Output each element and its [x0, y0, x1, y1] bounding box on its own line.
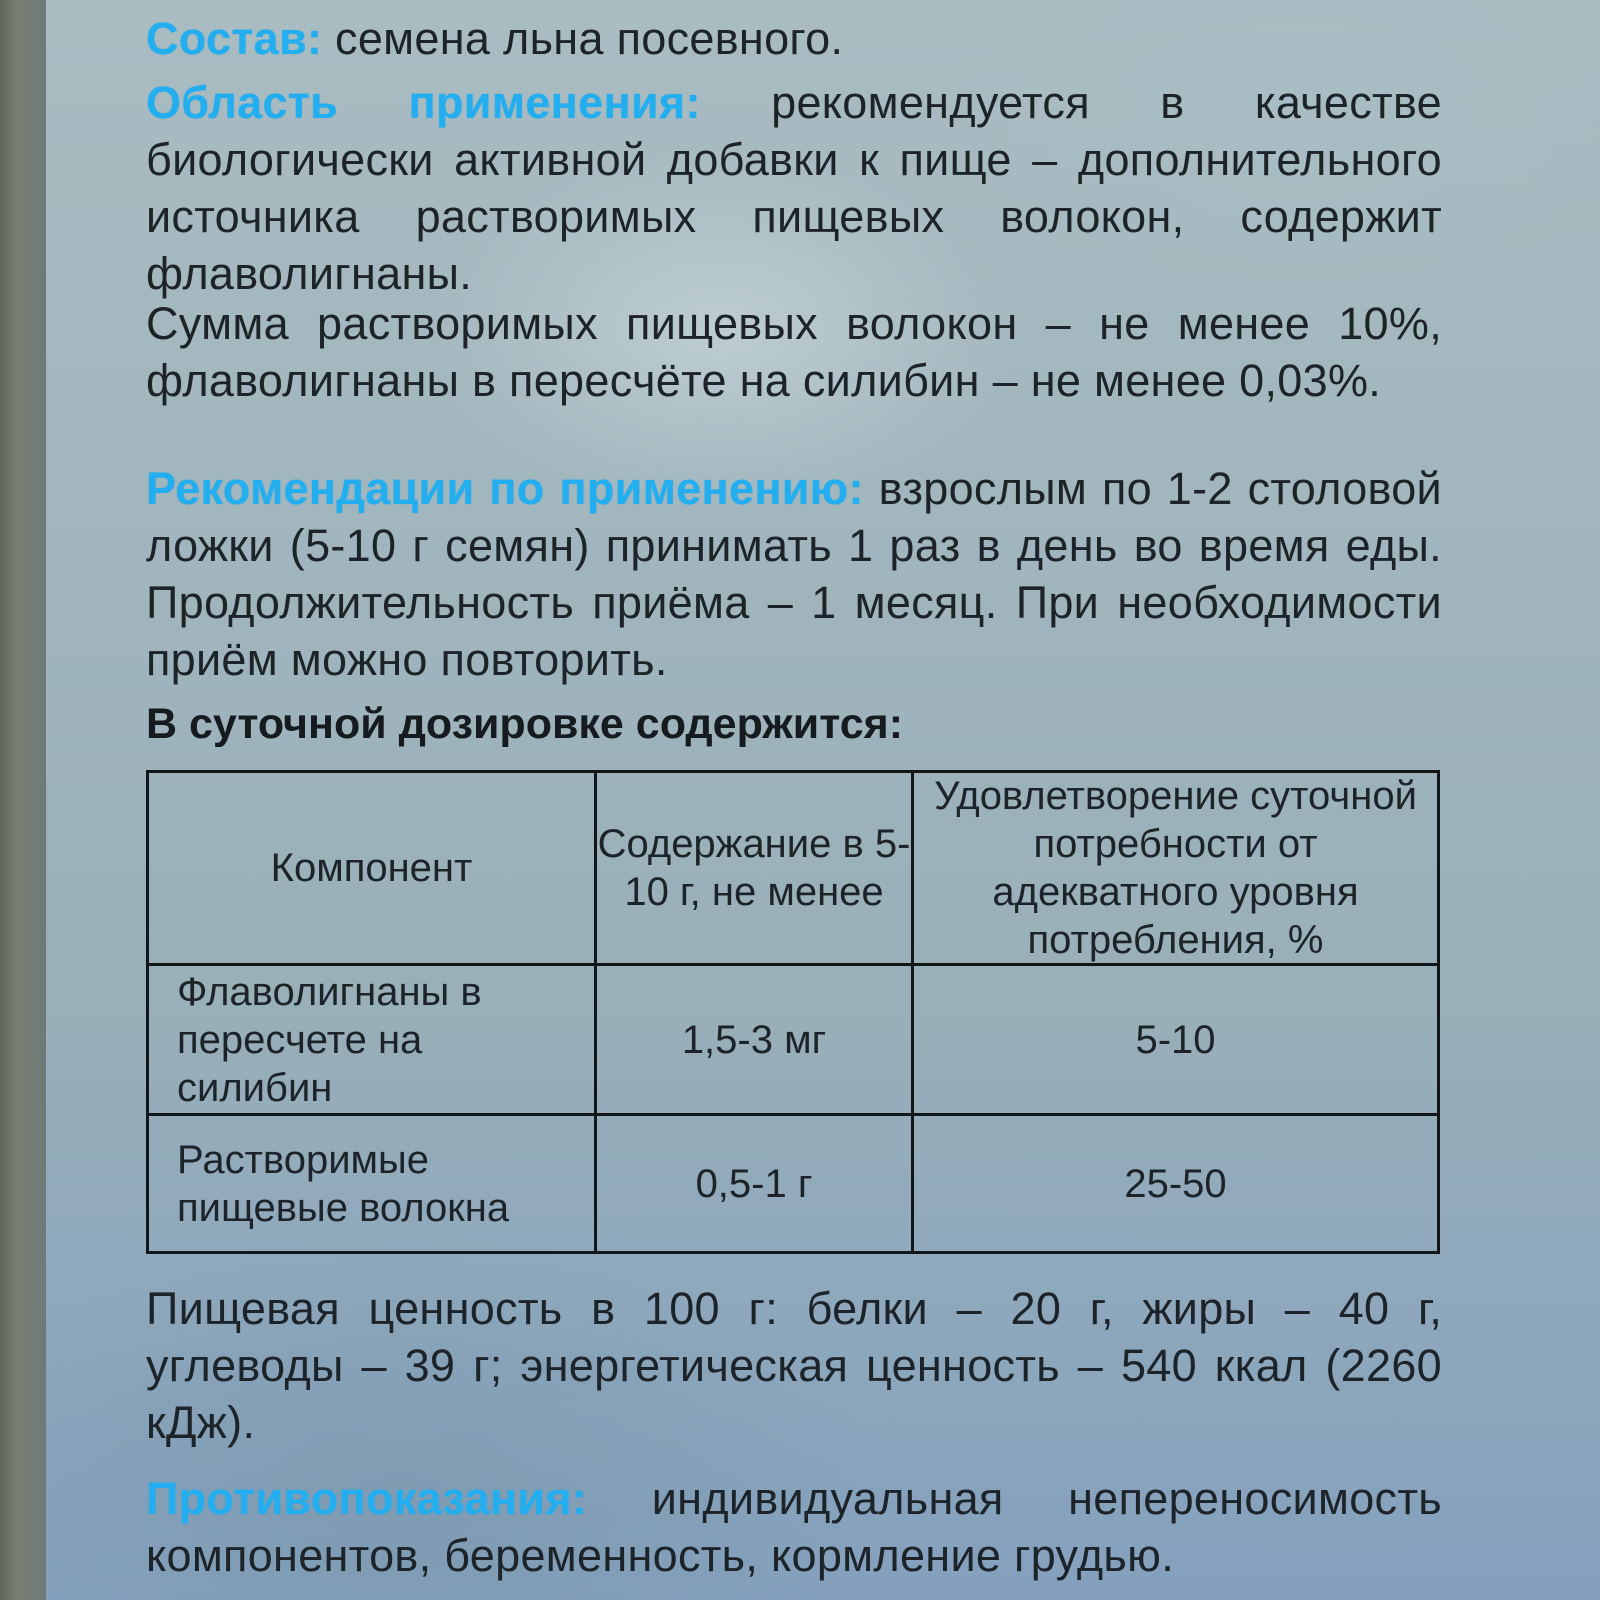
usage-area-paragraph: [146, 74, 1442, 302]
composition-label: Состав:: [146, 13, 323, 64]
table-cell-component: Флаволигнаны в пересчете на силибин: [177, 969, 482, 1110]
dose-table: [146, 770, 1440, 1254]
composition-paragraph: [146, 10, 1442, 67]
nutrition-paragraph: Пищевая ценность в 100 г: белки – 20 г, жиры – 40 г, углеводы – 39 г; энергетическая ценность – 540 ккал (2260 кДж).: [146, 1283, 1442, 1448]
contraindications-text: индивидуальная непереносимость компонентов, беременность, кормление грудью.: [146, 1473, 1442, 1581]
usage-area-text: рекомендуется в качестве биологически активной добавки к пище – дополнительного источника растворимых пищевых волокон, содержит флаволигнаны.: [146, 77, 1442, 299]
table-cell-content: 0,5-1 г: [695, 1161, 813, 1206]
recommendations-label: Рекомендации по применению:: [146, 463, 864, 514]
contraindications-label: Противопоказания:: [146, 1473, 588, 1524]
recommendations-text: взрослым по 1-2 столовой ложки (5-10 г семян) принимать 1 раз в день во время еды. Продолжительность приёма – 1 месяц. При необходимости приём можно повторить.: [146, 463, 1442, 685]
table-header-component: Компонент: [270, 846, 473, 890]
composition-text: семена льна посевного.: [322, 13, 844, 64]
table-cell-requirement: 25-50: [1124, 1161, 1227, 1206]
table-header-requirement: Удовлетворение суточной потребности от адекватного уровня потребления, %: [934, 774, 1417, 962]
usage-area-label: Область применения:: [146, 77, 701, 128]
recommendations-paragraph: [146, 460, 1442, 688]
table-cell-component: Растворимые пищевые волокна: [177, 1137, 510, 1230]
box-edge: [0, 0, 46, 1600]
table-cell-requirement: 5-10: [1135, 1017, 1216, 1062]
dose-heading: В суточной дозировке содержится:: [146, 700, 904, 748]
contraindications-paragraph: [146, 1470, 1442, 1584]
table-header-content: Содержание в 5-10 г, не менее: [597, 822, 911, 914]
table-cell-content: 1,5-3 мг: [681, 1017, 827, 1062]
content-note-paragraph: Сумма растворимых пищевых волокон – не менее 10%, флаволигнаны в пересчёте на силибин – не менее 0,03%.: [146, 298, 1442, 406]
